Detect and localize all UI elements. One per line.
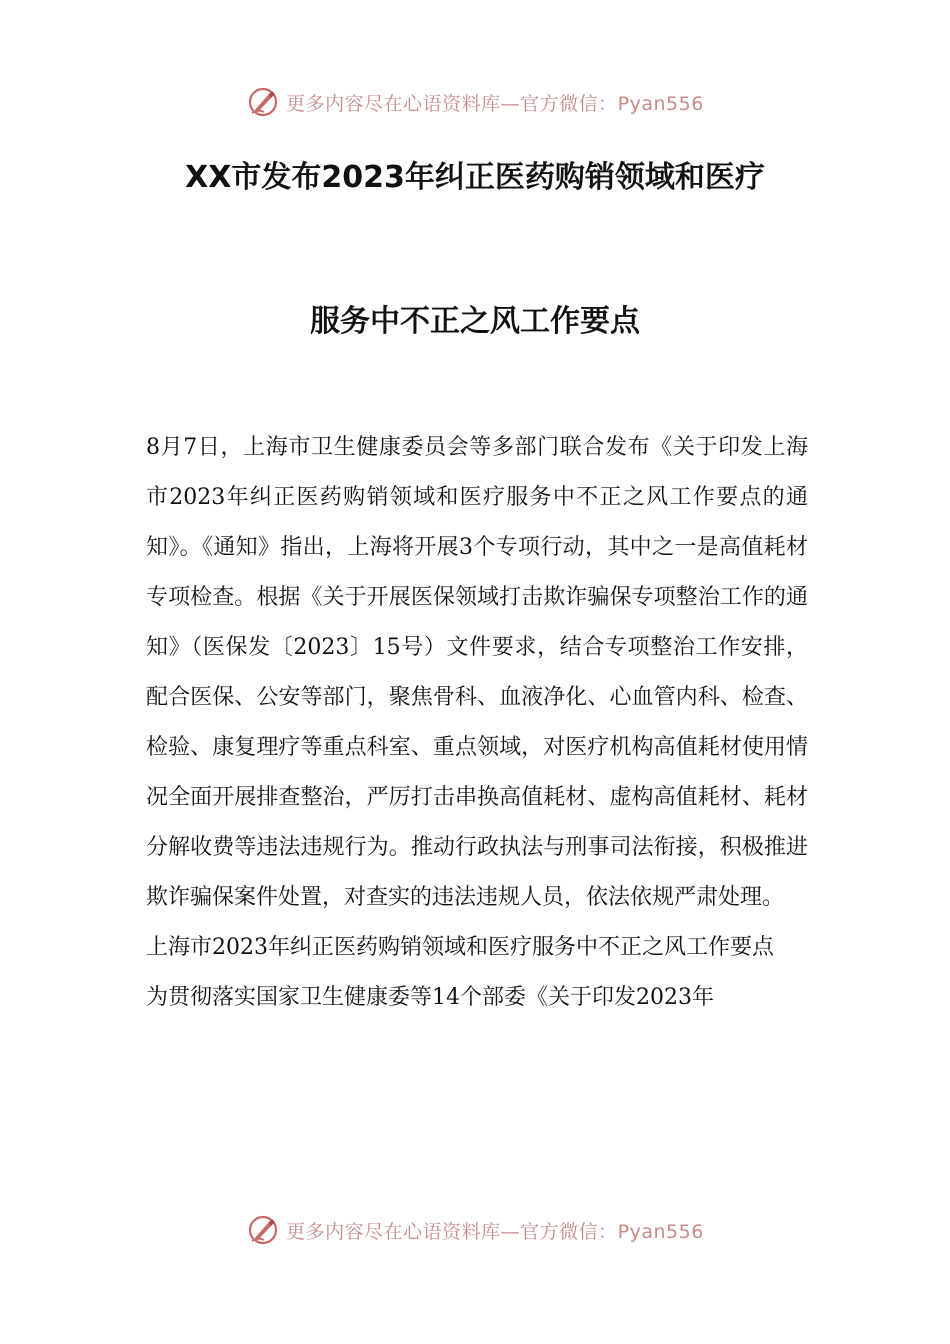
footer-banner-text: 更多内容尽在心语资料库—官方微信：Pyan556: [286, 1220, 704, 1243]
footer-banner: [0, 1210, 950, 1250]
header-banner-text: 更多内容尽在心语资料库—官方微信：Pyan556: [286, 92, 704, 115]
paragraph-2: 上海市2023年纠正医药购销领域和医疗服务中不正之风工作要点: [146, 935, 774, 960]
paragraph-1: 8月7日，上海市卫生健康委员会等多部门联合发布《关于印发上海市2023年纠正医药购销领域和医疗服务中不正之风工作要点的通知》。《通知》指出，上海将开展3个专项行动，其中之一是高值耗材专项检查。根据《关于开展医保领域打击欺诈骗保专项整治工作的通知》（医保发〔2023〕15号）文件要求，结合专项整治工作安排，配合医保、公安等部门，聚焦骨科、血液净化、心血管内科、检查、检验、康复理疗等重点科室、重点领域，对医疗机构高值耗材使用情况全面开展排查整治，严厉打击串换高值耗材、虚构高值耗材、耗材分解收费等违法违规行为。推动行政执法与刑事司法衔接，积极推进欺诈骗保案件处置，对查实的违法违规人员，依法依规严肃处理。: [146, 435, 808, 910]
document-title-line-2: 服务中不正之风工作要点: [310, 304, 640, 339]
wechat-id: Pyan556: [617, 1220, 704, 1243]
document-body: [146, 423, 808, 1023]
wechat-id: Pyan556: [617, 92, 704, 115]
pen-circle-logo-icon: [246, 85, 280, 119]
paragraph-3: 为贯彻落实国家卫生健康委等14个部委《关于印发2023年: [146, 985, 714, 1010]
document-title-line-1: XX市发布2023年纠正医药购销领域和医疗: [185, 160, 765, 195]
header-banner: [0, 82, 950, 122]
pen-circle-logo-icon: [246, 1213, 280, 1247]
